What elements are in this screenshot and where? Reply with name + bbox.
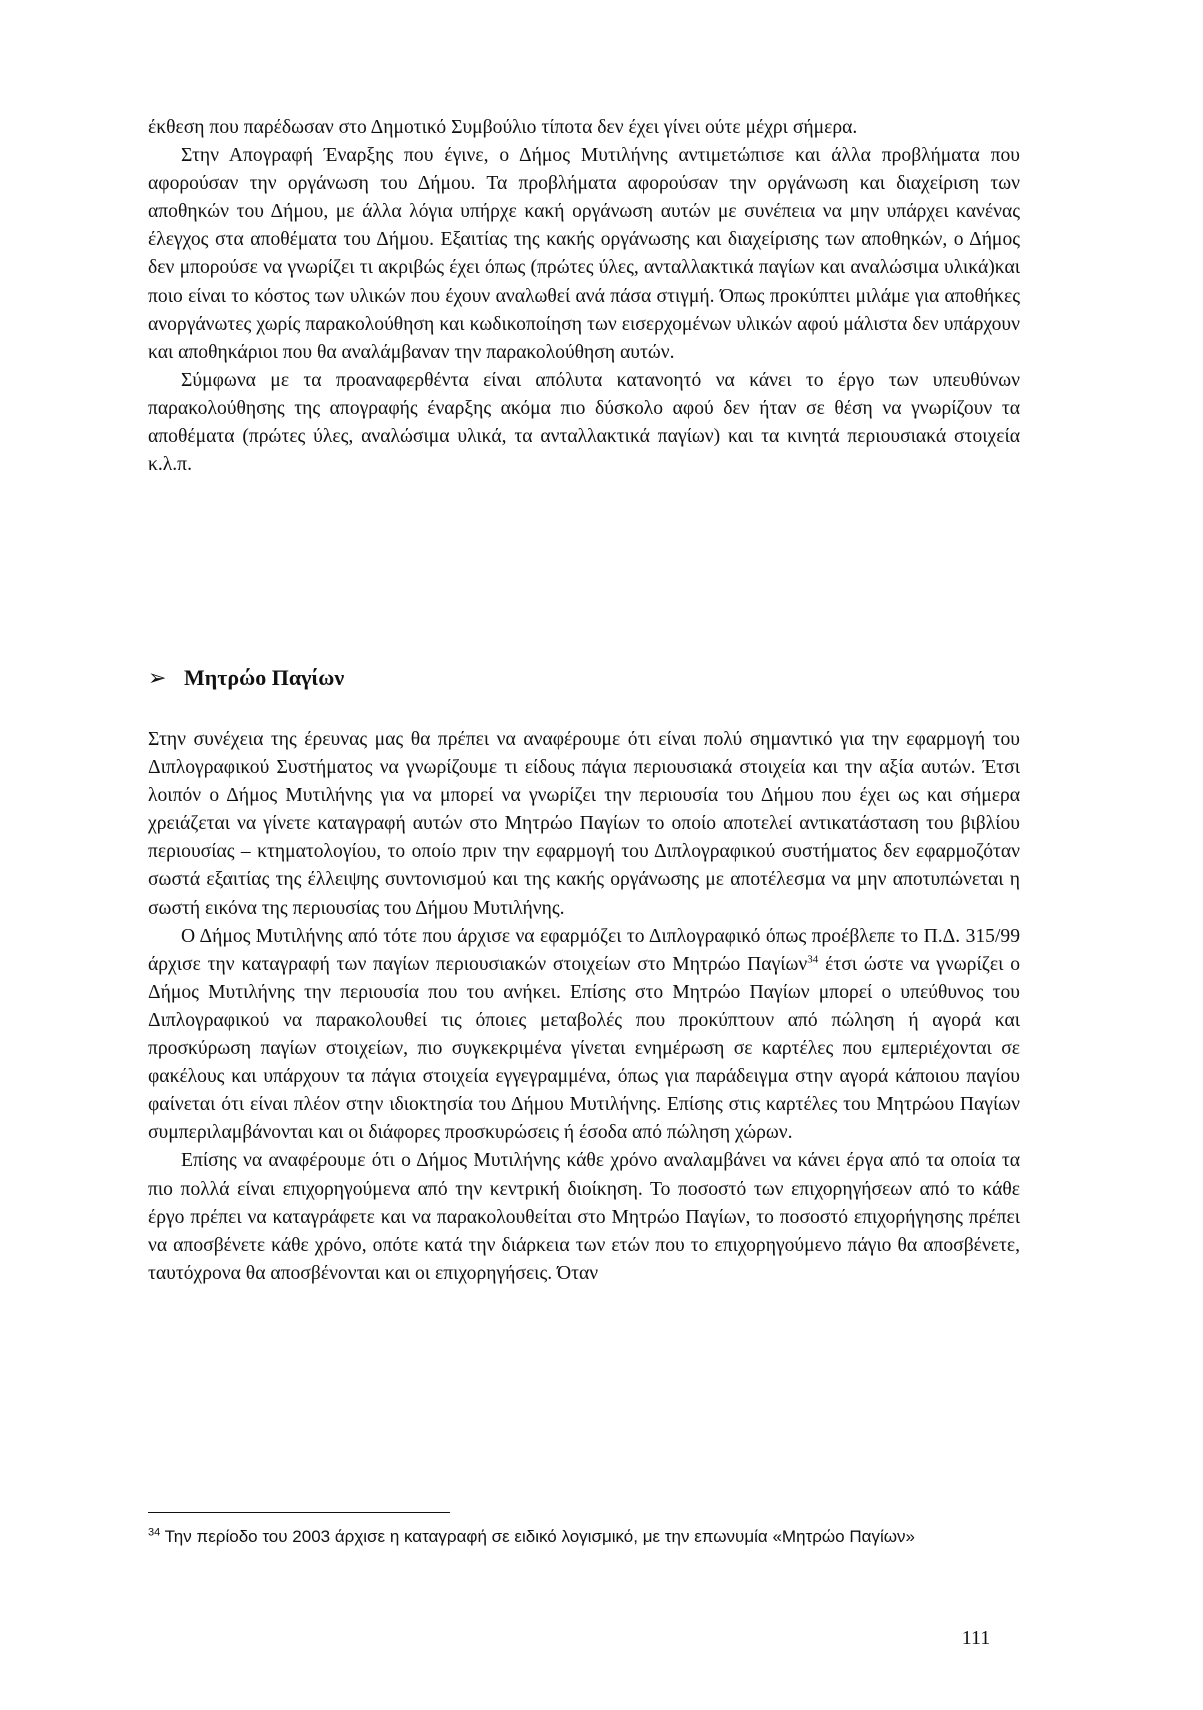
body-text-section <box>148 726 1020 1288</box>
section-title: Μητρώο Παγίων <box>184 665 345 690</box>
paragraph: Σύμφωνα με τα προαναφερθέντα είναι απόλυτα κατανοητό να κάνει το έργο των υπευθύνων παρακολούθησης της απογραφής έναρξης ακόμα πιο δύσκολο αφού δεν ήταν σε θέση να γνωρίζουν τα αποθέματα (πρώτες ύλες, αναλώσιμα υλικά, τα ανταλλακτικά παγίων) και τα κινητά περιουσιακά στοιχεία κ.λ.π. <box>148 369 1020 476</box>
paragraph: έκθεση που παρέδωσαν στο Δημοτικό Συμβούλιο τίποτα δεν έχει γίνει ούτε μέχρι σήμερα. <box>148 117 858 138</box>
footnote-text: Την περίοδο του 2003 άρχισε η καταγραφή σε ειδικό λογισμικό, με την επωνυμία «Μητρώο Παγίων» <box>160 1527 915 1546</box>
paragraph: Στην συνέχεια της έρευνας μας θα πρέπει να αναφέρουμε ότι είναι πολύ σημαντικό για την εφαρμογή του Διπλογραφικού Συστήματος να γνωρίζουμε τι είδους πάγια περιουσιακά στοιχεία και την αξία αυτών. Έτσι λοιπόν ο Δήμος Μυτιλήνης για να μπορεί να γνωρίζει την περιουσία του Δήμου που έχει ως και σήμερα χρειάζεται να γίνετε καταγραφή αυτών στο Μητρώο Παγίων το οποίο αποτελεί αντικατάσταση του βιβλίου περιουσίας – κτηματολογίου, το οποίο πριν την εφαρμογή του Διπλογραφικού συστήματος δεν εφαρμοζόταν σωστά εξαιτίας της έλλειψης συντονισμού και της κακής οργάνωσης με αποτέλεσμα να μην αποτυπώνεται η σωστή εικόνα της περιουσίας του Δήμου Μυτιλήνης. <box>148 729 1020 919</box>
section-heading <box>148 662 1020 694</box>
paragraph: Επίσης να αναφέρουμε ότι ο Δήμος Μυτιλήνης κάθε χρόνο αναλαμβάνει να κάνει έργα από τα οποία τα πιο πολλά είναι επιχορηγούμενα από την κεντρική διοίκηση. Το ποσοστό των επιχορηγήσεων από το κάθε έργο πρέπει να καταγράφετε και να παρακολουθείται στο Μητρώο Παγίων, το ποσοστό επιχορήγησης πρέπει να αποσβένετε κάθε χρόνο, οπότε κατά την διάρκεια των ετών που το επιχορηγούμενο πάγιο θα αποσβένετε, ταυτόχρονα θα αποσβένονται και οι επιχορηγήσεις. Όταν <box>148 1150 1020 1284</box>
body-text-top <box>148 114 1020 479</box>
paragraph-text: Ο Δήμος Μυτιλήνης από τότε που άρχισε να εφαρμόζει το Διπλογραφικό όπως προέβλεπε το Π.Δ. 315/99 άρχισε την καταγραφή των παγίων περιουσιακών στοιχείων στο Μητρώο Παγίων <box>148 925 1020 975</box>
paragraph-text: έτσι ώστε να γνωρίζει ο Δήμος Μυτιλήνης την περιουσία που του ανήκει. Επίσης στο Μητρώο Παγίων μπορεί ο υπεύθυνος του Διπλογραφικού να παρακολουθεί τις όποιες μεταβολές που προκύπτουν από πώληση ή αγορά και προσκύρωση παγίων στοιχείων, πιο συγκεκριμένα γίνεται ενημέρωση σε καρτέλες που εμπεριέχονται σε φακέλους και υπάρχουν τα πάγια στοιχεία εγγεγραμμένα, όπως για παράδειγμα στην αγορά κάποιου παγίου φαίνεται ότι είναι πλέον στην ιδιοκτησία του Δήμου Μυτιλήνης. Επίσης στις καρτέλες του Μητρώου Παγίων συμπεριλαμβάνονται και οι διάφορες προσκυρώσεις ή έσοδα από πώληση χώρων. <box>148 953 1020 1144</box>
arrow-bullet-icon: ➢ <box>148 665 167 690</box>
footnote <box>148 1523 1020 1551</box>
page-number: 111 <box>961 1627 991 1649</box>
paragraph <box>148 923 1020 1148</box>
footnote-reference: 34 <box>807 953 819 966</box>
paragraph: Στην Απογραφή Έναρξης που έγινε, ο Δήμος Μυτιλήνης αντιμετώπισε και άλλα προβλήματα που αφορούσαν την οργάνωση του Δήμου. Τα προβλήματα αφορούσαν την οργάνωση και διαχείριση των αποθηκών του Δήμου, με άλλα λόγια υπήρχε κακή οργάνωση αυτών με συνέπεια να μην υπάρχει κανένας έλεγχος στα αποθέματα του Δήμου. Εξαιτίας της κακής οργάνωσης και διαχείρισης των αποθηκών, ο Δήμος δεν μπορούσε να γνωρίζει τι ακριβώς έχει όπως (πρώτες ύλες, ανταλλακτικά παγίων και αναλώσιμα υλικά)και ποιο είναι το κόστος των υλικών που έχουν αναλωθεί ανά πάσα στιγμή. Όπως προκύπτει μιλάμε για αποθήκες ανοργάνωτες χωρίς παρακολούθηση και κωδικοποίηση των εισερχομένων υλικών αφού μάλιστα δεν υπάρχουν και αποθηκάριοι που θα αναλάμβαναν την παρακολούθηση αυτών. <box>148 145 1020 363</box>
footnote-number: 34 <box>148 1526 161 1539</box>
footnote-separator <box>148 1512 450 1513</box>
